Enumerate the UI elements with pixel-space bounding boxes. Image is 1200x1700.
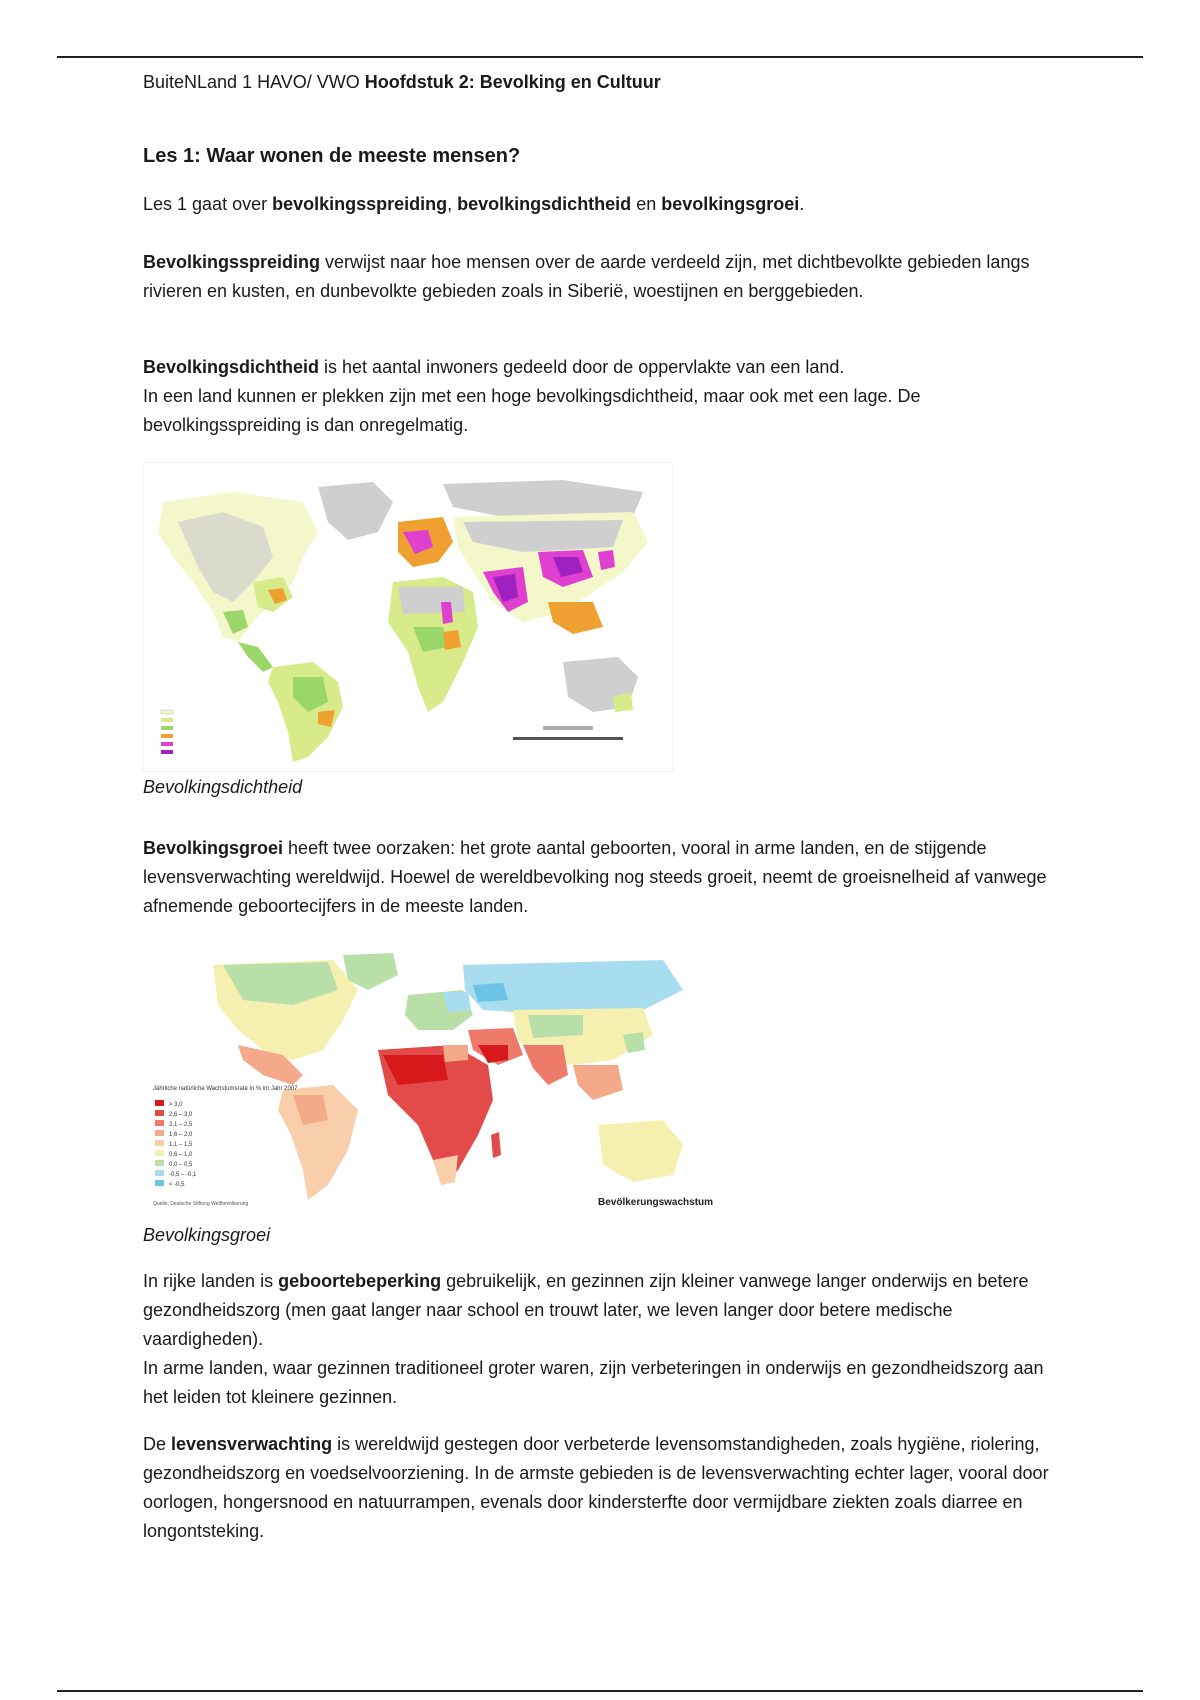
legend-swatch [155,1130,164,1136]
legend-swatch [155,1150,164,1156]
lesson-title: Les 1: Waar wonen de meeste mensen? [143,145,521,167]
density-map-caption: Bevolkingsdichtheid [143,777,303,797]
legend-swatch [155,1120,164,1126]
growth-map-caption: Bevolkingsgroei [143,1225,271,1245]
legend-label: 0,0 – 0,5 [169,1162,193,1168]
population-growth-map [143,950,733,1212]
legend-label: 2,6 – 3,0 [169,1112,193,1118]
top-rule [57,56,1143,58]
intro-paragraph: Les 1 gaat over bevolkingsspreiding, bevolkingsdichtheid en bevolkingsgroei. [143,194,805,214]
legend-swatch [155,1170,164,1176]
growth-legend [155,1100,197,1188]
legend-swatch [155,1180,164,1186]
groei-paragraph: Bevolkingsgroei heeft twee oorzaken: het grote aantal geboorten, vooral in arme landen, en de stijgende levensverwachting wereldwijd. Hoewel de wereldbevolking nog steeds groeit, neemt de groeisnelheid af vanwege afnemende geboortecijfers in de meeste landen. [143,838,1047,916]
legend-label: -0,5 – -0,1 [169,1172,197,1178]
spreiding-paragraph: Bevolkingsspreiding verwijst naar hoe mensen over de aarde verdeeld zijn, met dichtbevolkte gebieden langs rivieren en kusten, en dunbevolkte gebieden zoals in Siberië, woestijnen en berggebieden. [143,252,1030,301]
dichtheid-paragraph: Bevolkingsdichtheid is het aantal inwoners gedeeld door de oppervlakte van een land. In een land kunnen er plekken zijn met een hoge bevolkingsdichtheid, maar ook met een lage. De bevolkingsspreiding is dan onregelmatig. [143,357,921,435]
legend-label: 2,1 – 2,5 [169,1122,193,1128]
page-header: BuiteNLand 1 HAVO/ VWO Hoofdstuk 2: Bevolking en Cultuur [143,72,661,92]
bottom-rule [57,1690,1143,1692]
legend-swatch [155,1160,164,1166]
growth-map-title: Bevölkerungswachstum [598,1197,714,1208]
legend-label: 0,6 – 1,0 [169,1152,193,1158]
legend-label: > 3,0 [169,1102,183,1108]
growth-legend-title: Jährliche natürliche Wachstumsrate in % im Jahr 2007 [153,1086,298,1092]
rijk-paragraph: In rijke landen is geboortebeperking gebruikelijk, en gezinnen zijn kleiner vanwege langer onderwijs en betere gezondheidszorg (men gaat langer naar school en trouwt later, we leven langer door betere medische vaardigheden). In arme landen, waar gezinnen traditioneel groter waren, zijn verbeteringen in onderwijs en gezondheidszorg aan het leiden tot kleinere gezinnen. [143,1271,1044,1407]
legend-swatch [155,1110,164,1116]
legend-label: 1,1 – 1,5 [169,1142,193,1148]
legend-label: < -0,5 [169,1182,185,1188]
population-density-map [143,462,673,772]
legend-swatch [155,1140,164,1146]
legend-swatch [155,1100,164,1106]
chapter-title: Hoofdstuk 2: Bevolking en Cultuur [364,72,661,92]
growth-map-source: Quelle: Deutsche Stiftung Weltbevölkerung [153,1201,249,1207]
levensverwachting-paragraph: De levensverwachting is wereldwijd gestegen door verbeterde levensomstandigheden, zoals hygiëne, riolering, gezondheidszorg en voedselvoorziening. In de armste gebieden is de levensverwachting echter lager, vooral door oorlogen, hongersnood en natuurrampen, evenals door kindersterfte door vermijdbare ziekten zoals diarree en longontsteking. [143,1434,1049,1541]
legend-label: 1,6 – 2,0 [169,1132,193,1138]
